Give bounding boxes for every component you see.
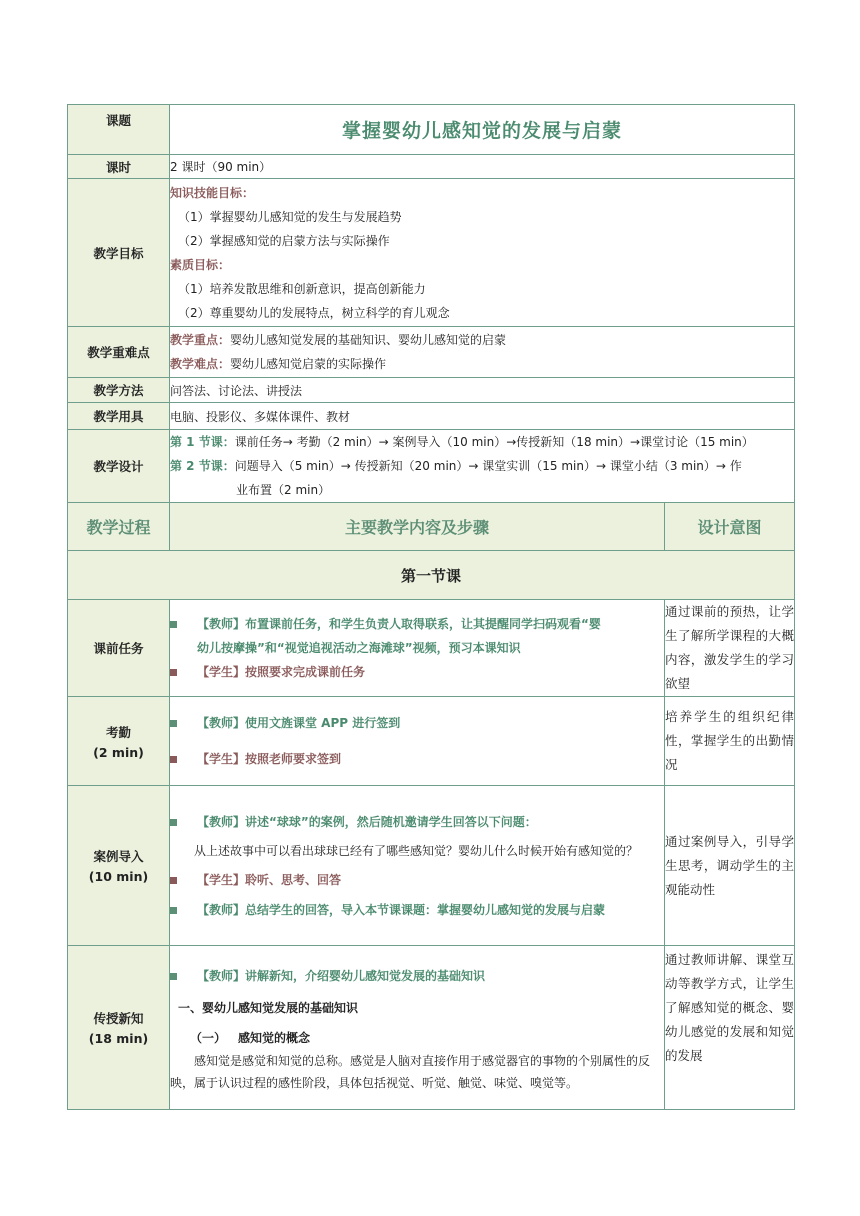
quality-item: （2）尊重婴幼儿的发展特点，树立科学的育儿观念 (178, 305, 450, 320)
case-intro-label-cell (68, 786, 170, 946)
methods-label: 教学方法 (68, 378, 170, 403)
new-knowledge-row (68, 946, 795, 1110)
methods-row (68, 378, 795, 403)
attendance-student: 【学生】按照老师要求签到 (197, 752, 342, 766)
objectives-row (68, 179, 795, 327)
pre-task-teacher: 【教师】布置课前任务，和学生负责人取得联系，让其提醒同学扫码观看“婴 (197, 617, 601, 631)
key-label: 教学重点： (170, 333, 231, 347)
key-points-content (170, 327, 795, 378)
design-label: 教学设计 (68, 430, 170, 503)
lesson2-label: 第 2 节课： (170, 459, 235, 473)
attendance-label: 考勤 (105, 724, 131, 740)
methods-value: 问答法、讨论法、讲授法 (170, 378, 795, 403)
case-intro-time: (10 min) (88, 869, 149, 884)
square-bullet-icon (170, 621, 177, 628)
hours-value: 2 课时（90 min） (170, 155, 795, 179)
hours-row (68, 155, 795, 179)
lesson2-text: 问题导入（5 min）→ 传授新知（20 min）→ 课堂实训（15 min）→ 课堂小结（3 min）→ 作 (234, 459, 742, 473)
pre-task-teacher-cont: 幼儿按摩操”和“视觉追视活动之海滩球”视频，预习本课知识 (197, 641, 521, 655)
key-text: 婴幼儿感知觉发展的基础知识、婴幼儿感知觉的启蒙 (230, 333, 507, 347)
key-points-row (68, 327, 795, 378)
new-knowledge-heading2-num: （一） (190, 1031, 227, 1045)
case-intro-teacher1: 【教师】讲述“球球”的案例，然后随机邀请学生回答以下问题： (197, 814, 537, 829)
square-bullet-icon (170, 819, 177, 826)
process-header-col3: 设计意图 (665, 503, 795, 551)
difficult-text: 婴幼儿感知觉启蒙的实际操作 (230, 357, 387, 371)
lesson1-label: 第 1 节课： (170, 435, 235, 449)
design-content (170, 430, 795, 503)
square-bullet-icon (170, 756, 177, 763)
process-header-col2: 主要教学内容及步骤 (170, 503, 665, 551)
attendance-content (170, 697, 665, 786)
attendance-time: (2 min) (93, 744, 144, 760)
new-knowledge-heading1: 一、婴幼儿感知觉发展的基础知识 (178, 1001, 359, 1015)
square-bullet-icon (170, 669, 177, 676)
topic-row (68, 105, 795, 155)
objectives-label: 教学目标 (68, 179, 170, 327)
new-knowledge-heading2-text: 感知觉的概念 (238, 1031, 311, 1045)
pre-task-content (170, 600, 665, 697)
tools-value: 电脑、投影仪、多媒体课件、教材 (170, 403, 795, 430)
knowledge-heading: 知识技能目标： (170, 185, 255, 200)
square-bullet-icon (170, 877, 177, 884)
quality-heading: 素质目标： (170, 257, 231, 272)
pre-task-label: 课前任务 (68, 600, 170, 697)
attendance-intent: 培养学生的组织纪律性，掌握学生的出勤情况 (665, 697, 795, 786)
tools-row (68, 403, 795, 430)
new-knowledge-time: (18 min) (88, 1031, 149, 1046)
section1-title: 第一节课 (68, 551, 795, 600)
tools-label: 教学用具 (68, 403, 170, 430)
square-bullet-icon (170, 720, 177, 727)
square-bullet-icon (170, 973, 177, 980)
key-points-label: 教学重难点 (68, 327, 170, 378)
process-header-col1: 教学过程 (68, 503, 170, 551)
difficult-label: 教学难点： (170, 357, 231, 371)
lesson2-text-cont: 业布置（2 min） (236, 483, 331, 497)
attendance-label-cell (68, 697, 170, 786)
square-bullet-icon (170, 907, 177, 914)
new-knowledge-body: 感知觉是感觉和知觉的总称。感觉是人脑对直接作用于感觉器官的事物的个别属性的反映，属于认识过程的感性阶段，具体包括视觉、听觉、触觉、味觉、嗅觉等。 (170, 1054, 651, 1090)
case-intro-content (170, 786, 665, 946)
quality-item: （1）培养发散思维和创新意识，提高创新能力 (178, 281, 426, 296)
pre-task-student: 【学生】按照要求完成课前任务 (197, 665, 366, 679)
attendance-teacher: 【教师】使用文旌课堂 APP 进行签到 (197, 716, 401, 730)
topic-title: 掌握婴幼儿感知觉的发展与启蒙 (170, 105, 795, 155)
lesson-plan-table (67, 104, 795, 1110)
knowledge-item: （1）掌握婴幼儿感知觉的发生与发展趋势 (178, 209, 402, 224)
pre-task-intent: 通过课前的预热，让学生了解所学课程的大概内容，激发学生的学习欲望 (665, 600, 795, 697)
topic-label: 课题 (68, 105, 170, 155)
pre-task-row (68, 600, 795, 697)
hours-label: 课时 (68, 155, 170, 179)
process-header-row (68, 503, 795, 551)
design-row (68, 430, 795, 503)
new-knowledge-label-cell (68, 946, 170, 1110)
objectives-content (170, 179, 795, 327)
case-intro-intent: 通过案例导入，引导学生思考，调动学生的主观能动性 (665, 786, 795, 946)
case-intro-question: 从上述故事中可以看出球球已经有了哪些感知觉？婴幼儿什么时候开始有感知觉的？ (194, 843, 639, 858)
attendance-row (68, 697, 795, 786)
knowledge-item: （2）掌握感知觉的启蒙方法与实际操作 (178, 233, 390, 248)
case-intro-row (68, 786, 795, 946)
new-knowledge-label: 传授新知 (93, 1011, 144, 1026)
new-knowledge-intent: 通过教师讲解、课堂互动等教学方式，让学生了解感知觉的概念、婴幼儿感觉的发展和知觉的发展 (665, 946, 795, 1110)
lesson1-text: 课前任务→ 考勤（2 min）→ 案例导入（10 min）→传授新知（18 min）→课堂讨论（15 min） (234, 435, 754, 449)
new-knowledge-content (170, 946, 665, 1110)
section1-row (68, 551, 795, 600)
new-knowledge-teacher: 【教师】讲解新知，介绍婴幼儿感知觉发展的基础知识 (197, 969, 486, 983)
case-intro-label: 案例导入 (93, 849, 144, 864)
case-intro-teacher2: 【教师】总结学生的回答，导入本节课课题：掌握婴幼儿感知觉的发展与启蒙 (197, 902, 606, 917)
case-intro-student: 【学生】聆听、思考、回答 (197, 872, 342, 887)
